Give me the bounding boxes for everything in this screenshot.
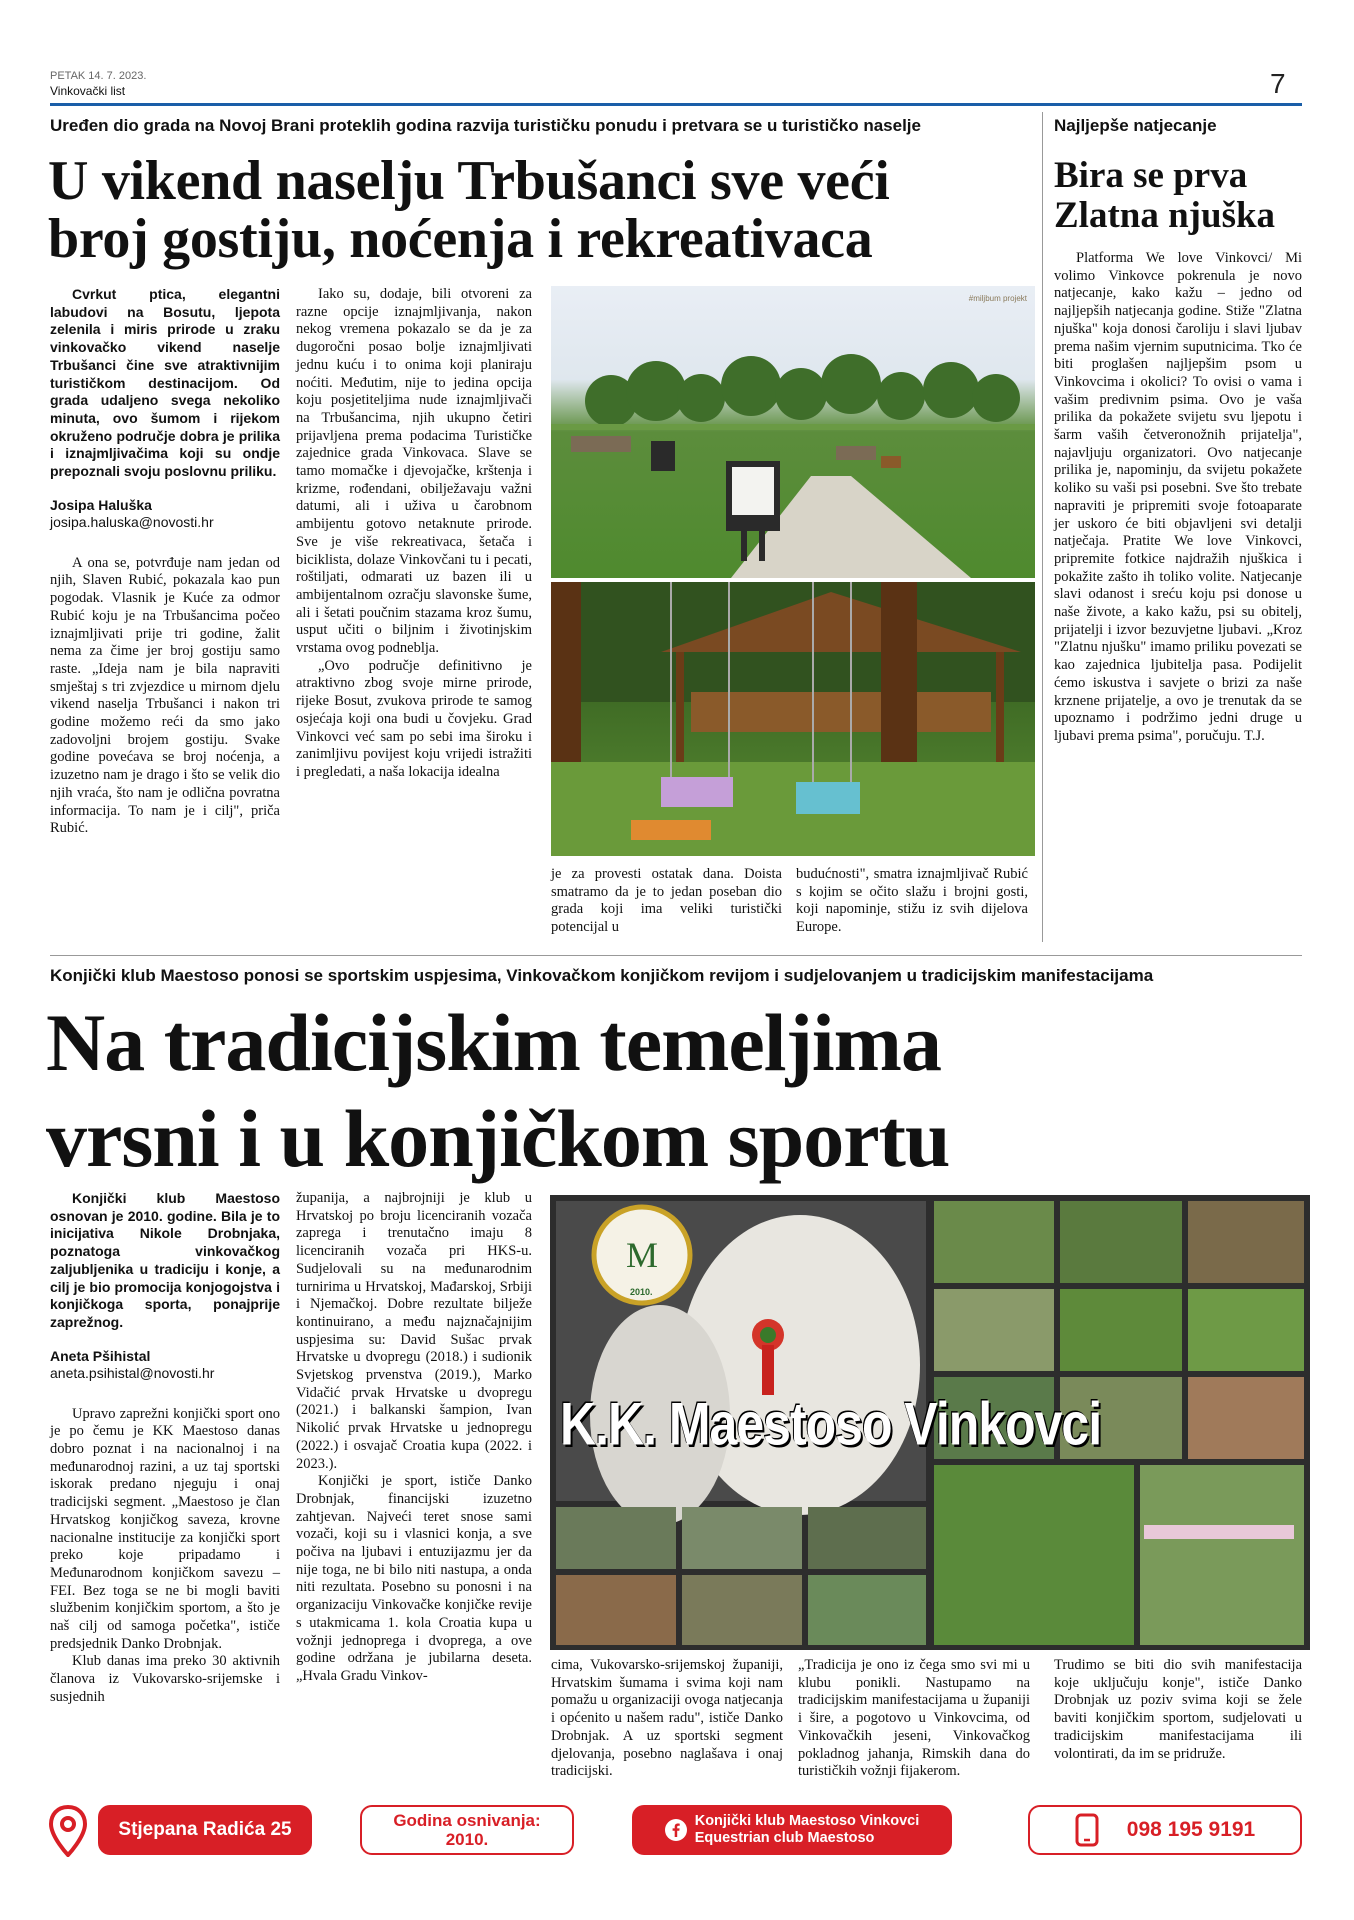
sidebar-headline [1054,156,1304,236]
article2-column-3 [551,1657,783,1781]
article2-paragraph: Upravo zaprežni konjički sport ono je po čemu je KK Maestoso danas dobro poznat i na nacionalnoj i na međunarodnoj razini, a uz taj sportski iskorak predano njeguju i onaj tradicijski segment. „Maestoso je član Hrvatskog konjičkog saveza, krovne nacionalne institucije za konjički sport preko koje pripadamo i Međunarodnom konjičkom savezu – FEI. Bez toga se ne bi mogli baviti službenim konjičkim sportom, a što je naš cilj od samoga početka", ističe predsjednik Danko Drobnjak. [50,1405,280,1652]
newspaper-name: Vinkovački list [50,84,126,98]
founded-badge [360,1805,574,1855]
article2-paragraph: županija, a najbrojniji je klub u Hrvatskoj po broju licenciranih vozača zaprega i trenutačno imaju 8 licenciranih vozača pri HKS-u. Sudjelovali su na međunarodnim turnirima u Hrvatskoj, Mađarskoj, Srbiji i Njemačkoj. Dobre rezultate bilježe kontinuirano, a među najznačajnijim uspjesima su: David Sušac prvak Hrvatske u dvopregu (2018.) i sudionik Svjetskog prvenstva (2019.), Marko Vidačić prvak Hrvatske u dvopregu (2021.) i balkanski šampion, Ivan Nikolić prvak Hrvatske u jednopregu (2022.) i osvajač Croatia kupa (2022. i 2023.). [296,1190,532,1472]
article1-author-email: josipa.haluska@novosti.hr [50,513,214,530]
page-number: 7 [1270,68,1286,99]
article2-column-4 [798,1657,1030,1781]
article1-headline [48,152,1038,268]
column-divider [1042,112,1043,942]
logo-year: 2010. [630,1287,653,1297]
facebook-name: Konjički klub Maestoso Vinkovci [694,1813,920,1829]
facebook-name-english: Equestrian club Maestoso [694,1830,875,1846]
address-badge [98,1805,312,1855]
article2-column-1 [50,1190,280,1707]
maestoso-collage-photo [550,1195,1310,1650]
article1-title-line1: U vikend naselju Trbušanci sve veći [48,150,890,212]
park-photo [551,286,1035,578]
article1-paragraph: A ona se, potvrđuje nam jedan od njih, Slaven Rubić, pokazala kao pun pogodak. Vlasnik je Kuće za odmor Rubić koju je na Trbušancima počeo iznajmljivati prije tri godine, žalit nema za čime jer broj gostiju samo raste. „Ideja nam je bila napraviti smještaj s tri zvjezdice u mirnom djelu vikend naselja Trbušanci i nakon tri godine možemo reći da smo jako zadovoljni brojem gostiju. Svake godine povećava se broj noćenja, a izuzetno nam je drago i što se velik dio njih vraća, što nam je odlična povratna informacija. To nam je i cilj", priča Rubić. [50,554,280,837]
founded-label: Godina osnivanja: [393,1811,541,1830]
svg-text:M: M [625,1235,659,1275]
swings-photo [551,582,1035,856]
article2-lead: Konjički klub Maestoso osnovan je 2010. godine. Bila je to inicijativa Nikole Drobnjaka, poznatoga vinkovačkog zaljubljenika u tradiciju i konje, a cilj je bio promocija konjogojstva i konjičkoga sporta, ponajprije zaprežnog. [50,1190,280,1330]
issue-date: PETAK 14. 7. 2023. [50,70,147,82]
facebook-badge[interactable] [632,1805,952,1855]
sidebar-title: Bira se prva Zlatna njuška [1054,155,1276,236]
article2-paragraph: Trudimo se biti dio svih manifestacija koje uključuju konje", ističe Danko Drobnjak uz poziv svima koji se žele baviti konjičkim sportom, sudjelovati u tradicijskim manifestacijama ili volontirati, da im se pridruže. [1054,1657,1302,1762]
article2-headline [46,995,1306,1187]
article1-author-name: Josipa Haluška [50,496,152,513]
article2-title-line2: vrsni i u konjičkom sportu [46,1093,950,1184]
phone-icon [1075,1813,1099,1847]
article2-title-line1: Na tradicijskim temeljima [46,997,941,1088]
section-divider [50,955,1302,956]
article2-author-email: aneta.psihistal@novosti.hr [50,1364,215,1381]
article2-byline [50,1348,280,1382]
article1-paragraph: je za provesti ostatak dana. Doista smatramo da je to jedan poseban dio grada koji ima veliki turistički potencijal u [551,866,782,936]
article2-column-2 [296,1190,532,1686]
article2-paragraph: „Tradicija je ono iz čega smo svi mi u klubu ponikli. Nastupamo na tradicijskim manifestacijama u županiji i šire, a pogotovo u Vinkovcima, od Vinkovačkih jeseni, Vinkovačkog pokladnog jahanja, Rimskih dana do turističkih vožnji fijakerom. [798,1657,1030,1780]
address-text: Stjepana Radića 25 [118,1819,292,1840]
article1-kicker: Uređen dio grada na Novoj Brani proteklih godina razvija turističku ponudu i pretvara se u turističko naselje [50,116,921,135]
article1-paragraph: Iako su, dodaje, bili otvoreni za razne opcije iznajmljivanja, nakon nekog vremena pokazalo se da je za dugoročni posao bolje iznajmljivati jednu kuću i to onima koji planiraju noćiti. Međutim, nije to jedina opcija koju posjetiteljima nude iznajmljivači na Trbušancima, njih ukupno četiri prijavljena prema podacima Turističke zajednice grada Vinkovaca. Slave se tamo momačke i djevojačke, krštenja i krizme, rođendani, obilježavaju važni datumi, ali i uživa u čarobnom ambijentu gotovo netaknute prirode. Sve je više rekreativaca, šetača i biciklista, dolaze Vinkovčani tu i pecati, roštiljati, odmarati uz bazen ili u ambijentalnom ozračju slavonske šume, ali i šetati poučnim stazama kroz šumu, usput učiti o biljnim i životinjskim vrstama ovog podneblja. [296,286,532,657]
article1-lead: Cvrkut ptica, elegantni labudovi na Bosutu, ljepota zelenila i miris prirode u zraku vinkovačko vikend naselje Trbušanci čine sve atraktivnijim turističkom destinacijom. Od grada udaljeno svega nekoliko minuta, ovo šumom i rijekom okruženo područje dobra je prilika i iznajmljivačima koji su ondje prepoznali svoju poslovnu priliku. [50,286,280,480]
sidebar-paragraph: Platforma We love Vinkovci/ Mi volimo Vinkovce pokrenula je novo natjecanje, kako kažu – jedno od najljepših natjecanja godine. Stiže "Zlatna njuška" koja donosi čaroliju i slavi ljubav prema našim vjernim suputnicima. Tko će biti proglašen najljepšim psom u Vinkovcima i okolici? To ovisi o vama i vašim predivnim psima. Ovo je vaša prilika da pokažete svijetu svu ljepotu i šarm vaših četveronožnih prijatelja", najavljuju organizatori. Ovo natjecanje prilika je, napominju, da svijetu pokažete koliko su vaši psi posebni. Sve što trebate napraviti je pripremiti svoje fotoaparate jer uskoro će biti objavljeni svi detalji natječaja. Pratite We love Vinkovci, pripremite fotkice najdražih njuškica i pokažite zašto ih toliko volite. Natjecanje slavi odanost i sreću koju psi donose u naše živote, a kako kažu, psi su obitelj, prijatelji i izvor bezuvjetne ljubavi. „Kroz "Zlatnu njušku" imamo priliku povezati se kao zajednica ljubitelja pasa. Podijelit ćemo iskustva i savjete o brizi za naše krznene prijatelje, a ovo je trenutak da se upoznamo i podržimo jedni druge u ljubavi prema psima", poručuju. T.J. [1054,250,1302,744]
article1-paragraph: „Ovo područje definitivno je atraktivno zbog svoje mirne prirode, rijeke Bosut, zvukova prirode te samog osjećaja koji ona budi u čovjeku. Grad Vinkovci već sam po sebi ima široku i zanimljivu povijest koju vrijedi istražiti i pregledati, a naša lokacija idealna [296,657,532,780]
header-rule [50,103,1302,106]
article1-byline [50,497,280,531]
article2-kicker: Konjički klub Maestoso ponosi se sportskim uspjesima, Vinkovačkom konjičkom revijom i sudjelovanjem u tradicijskim manifestacijama [50,966,1154,985]
article1-column-4 [796,866,1028,937]
location-pin-icon [48,1805,88,1862]
phone-number: 098 195 9191 [1126,1818,1256,1841]
article1-column-2 [296,286,532,782]
article1-paragraph: budućnosti", smatra iznajmljivač Rubić s kojim se očito slažu i brojni gosti, koji napominje, stižu iz svih dijelova Europe. [796,866,1028,936]
article2-paragraph: Klub danas ima preko 30 aktivnih članova iz Vukovarsko-srijemske i susjednih [50,1653,280,1705]
article2-paragraph: Konjički je sport, ističe Danko Drobnjak, financijski izuzetno zahtjevan. Najveći teret snose sami vozači, koji su i vlasnici konja, a sve počiva na ljubavi i entuzijazmu jer da nije toga, ne bi bilo niti nastupa, a onda niti rezultata. Posebno su ponosni i na organizaciju Vinkovačke konjičke revije s utakmicama 1. kola Croatia kupa u vožnji jednoprega i dvoprega, a ove godine održana je jubilarna deseta. „Hvala Gradu Vinkov- [296,1473,532,1684]
photo-watermark: #miljbum projekt [968,294,1027,303]
phone-badge[interactable] [1028,1805,1302,1855]
founded-year: 2010. [445,1830,489,1849]
article1-column-3 [551,866,782,937]
sidebar-text [1054,250,1302,746]
article1-title-line2: broj gostiju, noćenja i rekreativaca [48,208,873,270]
collage-banner: K.K. Maestoso Vinkovci [560,1390,1102,1458]
article2-column-5 [1054,1657,1302,1763]
article2-paragraph: cima, Vukovarsko-srijemskoj županiji, Hrvatskim šumama i svima koji nam pomažu u organizaciji ovoga natjecanja i općenito u našem radu", ističe Danko Drobnjak. A uz sportski segment djelovanja, posebno naglašava i onaj tradicijski. [551,1657,783,1780]
facebook-icon [665,1819,687,1841]
article2-author-name: Aneta Pšihistal [50,1347,151,1364]
article1-column-1 [50,286,280,838]
sidebar-kicker: Najljepše natjecanje [1054,116,1217,135]
